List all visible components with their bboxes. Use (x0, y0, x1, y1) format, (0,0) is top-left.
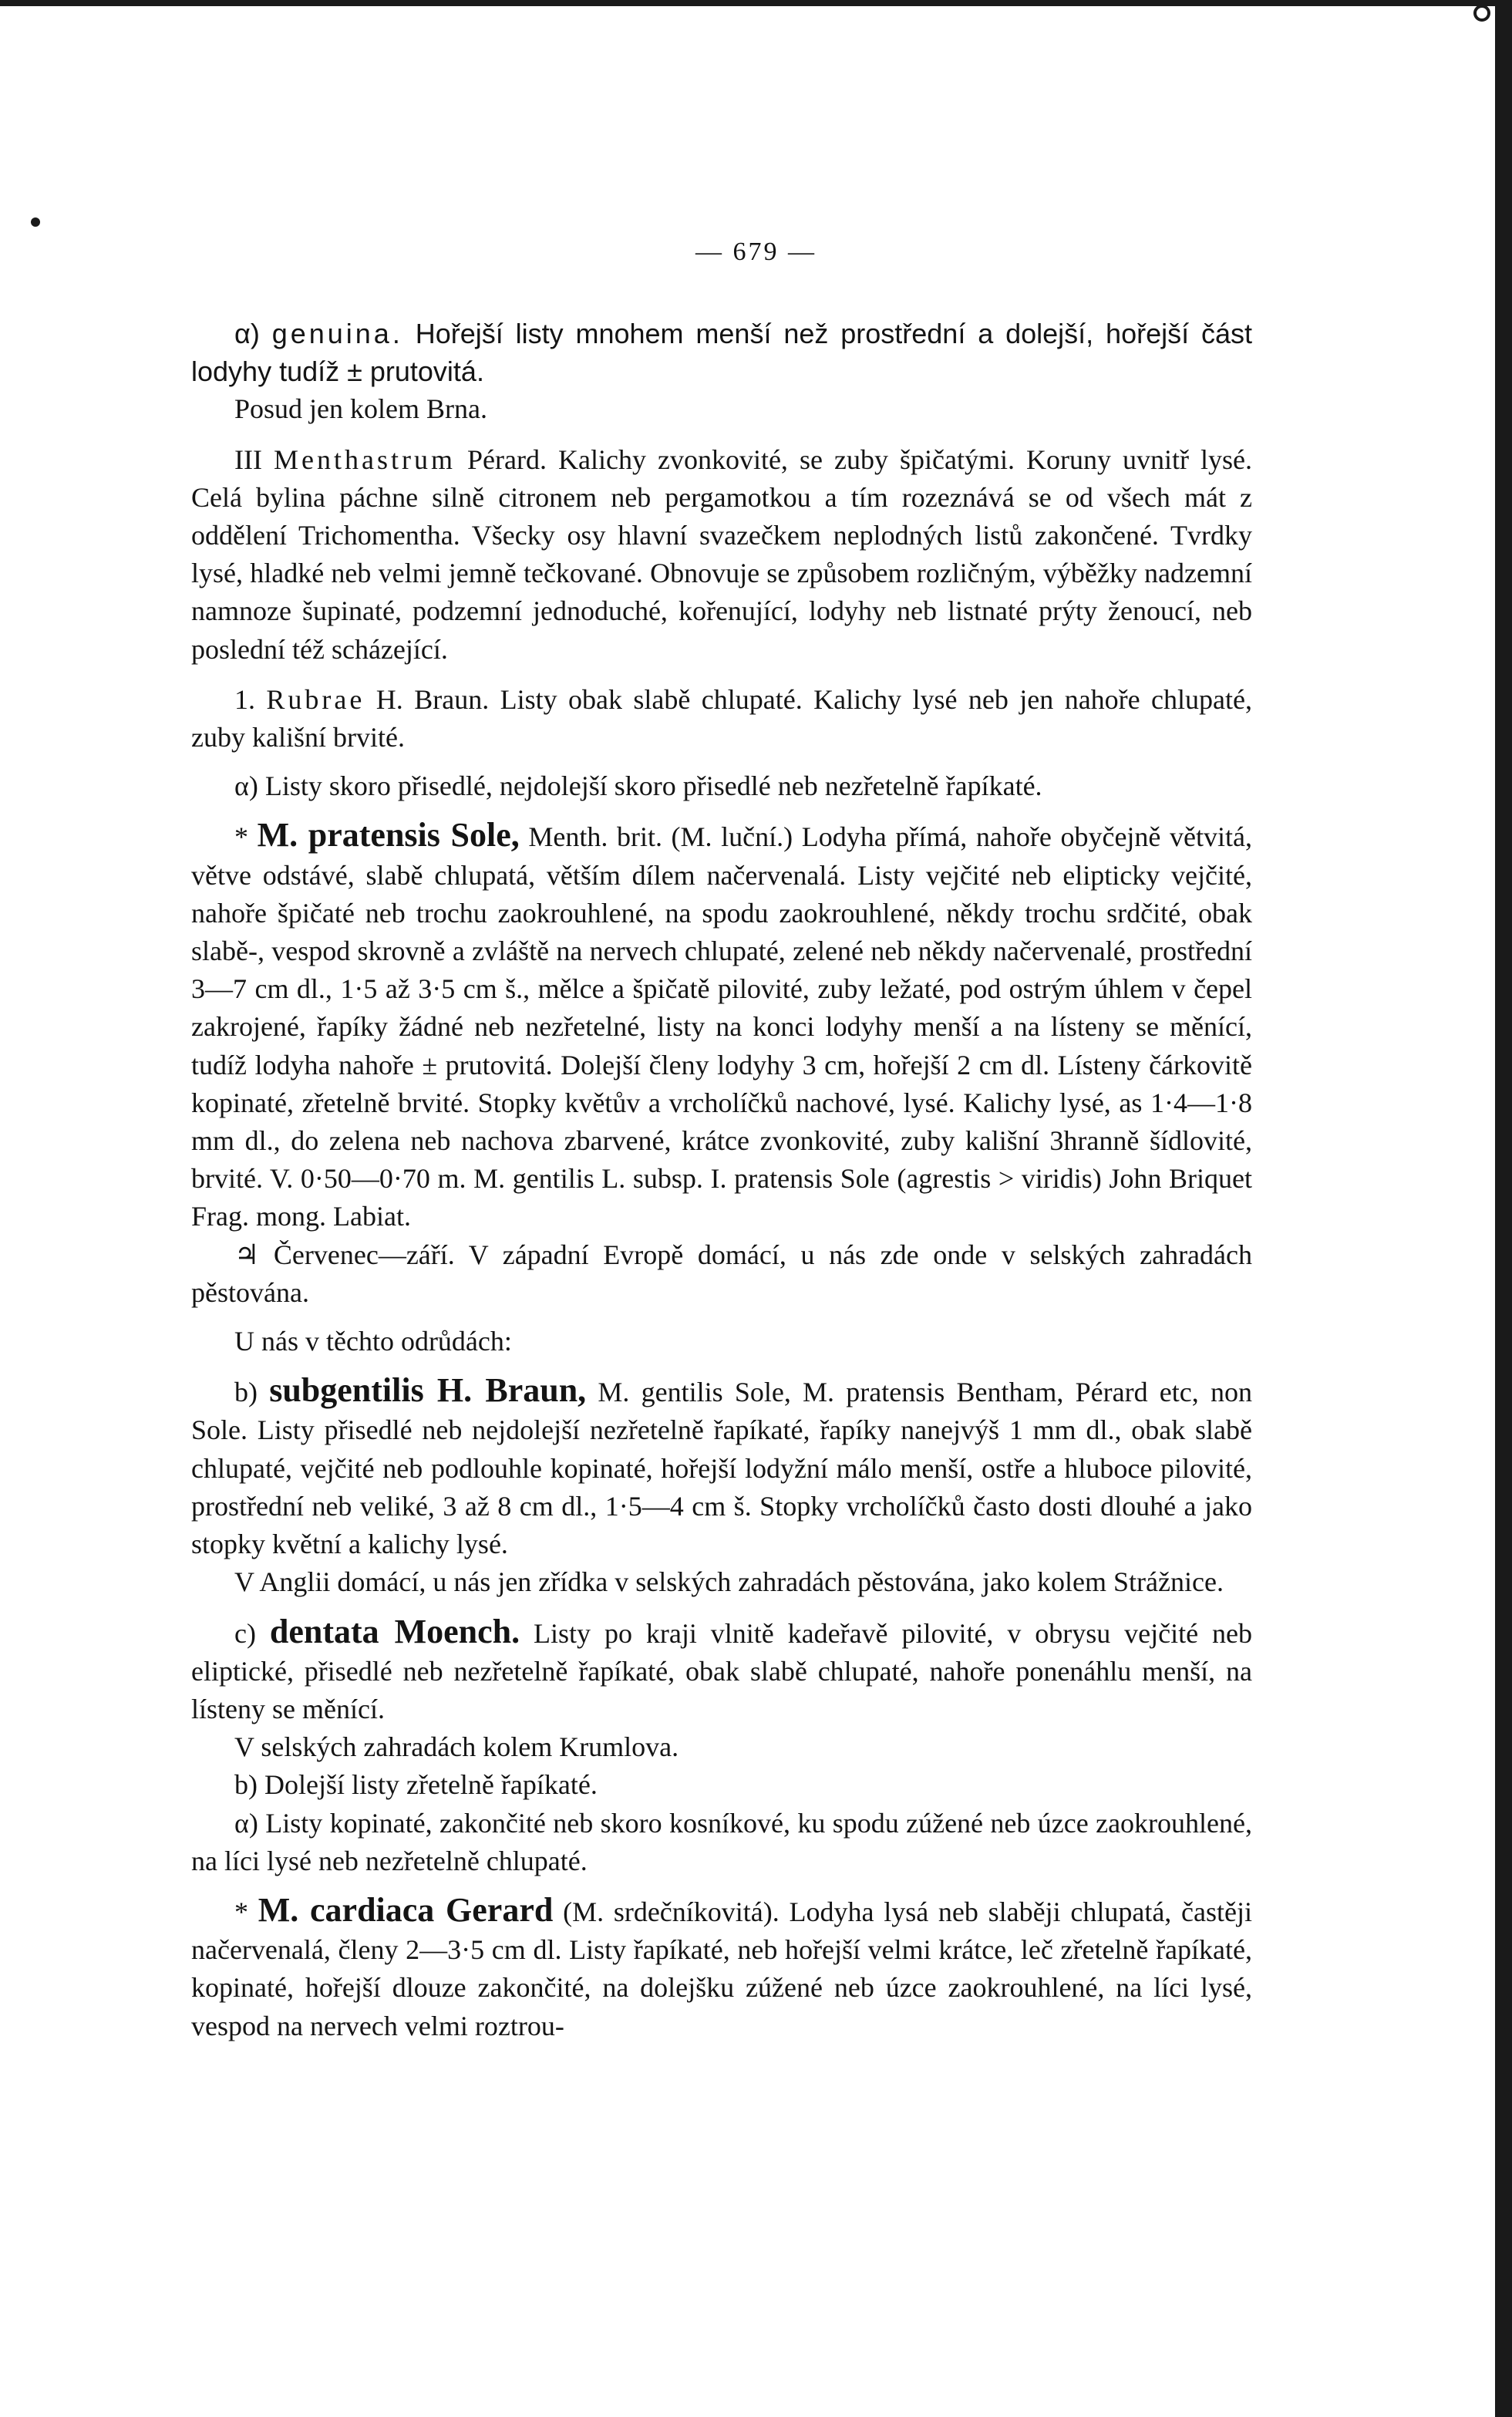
paragraph-text: Pérard. Kalichy zvonkovité, se zuby špičatými. Koruny uvnitř lysé. Celá bylina páchne silně citronem neb pergamotkou a tím rozeznává se od všech mát z oddělení Trichomentha. Všecky osy hlavní svazečkem neplodných listů zakončené. Tvrdky lysé, hladké neb velmi jemně tečkované. Obnovuje se způsobem rozličným, výběžky nadzemní namnoze šupinaté, podzemní jednoduché, kořenující, lodyhy neb listnaté prýty ženoucí, neb poslední též scházející. (191, 443, 1252, 665)
taxon-name: genuina. (271, 318, 403, 349)
section-name: Menthastrum (274, 443, 456, 475)
perennial-symbol: ♃ (234, 1239, 274, 1270)
paragraph-lead: * (234, 821, 258, 853)
paragraph-lead: α) (234, 770, 265, 802)
paragraph-text: Dolejší listy zřetelně řapíkaté. (264, 1769, 598, 1801)
scan-frame-right (1495, 0, 1512, 2417)
paragraph-lead: 1. (234, 683, 267, 715)
species-name: M. cardiaca Gerard (258, 1890, 554, 1929)
paragraph-lead: b) (234, 1377, 270, 1408)
paragraph-text: V Anglii domácí, u nás jen zřídka v selských zahradách pěstována, jako kolem Strážnice. (234, 1566, 1224, 1598)
paragraph-genuina (191, 315, 1252, 390)
paragraph-text: Červenec—září. V západní Evropě domácí, u nás zde onde v selských zahradách pěstována. (191, 1239, 1252, 1308)
paragraph-krumlov (191, 1728, 1252, 1766)
paragraph-dentata (191, 1613, 1252, 1729)
paragraph-text: H. Braun. Listy obak slabě chlupaté. Kalichy lysé neb jen nahoře chlupaté, zuby kališní brvité. (191, 683, 1252, 753)
paragraph-text: Listy po kraji vlnitě kadeřavě pilovité, v obrysu vejčité neb eliptické, přisedlé neb nezřetelně řapíkaté, obak slabě chlupaté, nahoře ponenáhlu menší, na lísteny se měnící. (191, 1617, 1253, 1724)
page-number: — 679 — (695, 238, 817, 266)
paragraph-key-b (191, 1766, 1252, 1804)
paragraph-lead: * (234, 1896, 258, 1927)
paragraph-flowering (191, 1236, 1252, 1312)
paragraph-text: Listy skoro přisedlé, nejdolejší skoro přisedlé neb nezřetelně řapíkaté. (264, 770, 1042, 802)
paragraph-rubrae (191, 681, 1252, 757)
paragraph-key-alpha-2 (191, 1805, 1252, 1880)
paragraph-text: (M. srdečníkovitá). Lodyha lysá neb slaběji chlupatá, častěji načervenalá, členy 2—3·5 cm dl. Listy řapíkaté, neb hořejší velmi krátce, leč zřetelně řapíkaté, kopinaté, hořejší dlouze zakončité, na dolejšku zúžené neb úzce zaokrouhlené, na líci lysé, vespod na nervech velmi roztrou- (191, 1896, 1253, 2041)
paragraph-text: Menth. brit. (M. luční.) Lodyha přímá, nahoře obyčejně větvitá, větve odstávé, slabě chlupatá, větším dílem načervenalá. Listy vejčité neb elipticky vejčité, nahoře špičaté neb trochu zaokrouhlené, na spodu zaokrouhlené, někdy trochu srdčité, obak slabě-, vespod skrovně a zvláště na nervech chlupaté, zelené neb někdy načervenalé, prostřední 3—7 cm dl., 1·5 až 3·5 cm š., mělce a špičatě pilovité, zuby ležaté, pod ostrým úhlem v čepel zakrojené, řapíky žádné neb nezřetelné, listy na konci lodyhy menší a na lísteny se měnící, tudíž lodyha nahoře ± prutovitá. Dolejší členy lodyhy 3 cm, hořejší 2 cm dl. Lísteny čárkovitě kopinaté, zřetelně brvité. Stopky květův a vrcholíčků nachové, lysé. Kalichy lysé, as 1·4—1·8 mm dl., do zelena neb nachova zbarvené, krátce zvonkovité, zuby kališní 3hranně šídlovité, brvité. V. 0·50—0·70 m. M. gentilis L. subsp. I. pratensis Sole (agrestis > viridis) John Briquet Frag. mong. Labiat. (191, 821, 1252, 1232)
paragraph-locality (191, 390, 1252, 428)
paragraph-text: M. gentilis Sole, M. pratensis Bentham, Pérard etc, non Sole. Listy přisedlé neb nejdolejší nezřetelně řapíkaté, řapíky nanejvýš 1 mm dl., obak slabě chlupaté, vejčité neb podlouhle kopinaté, hořejší lodyžní málo menší, ostře a hluboce pilovité, prostřední neb veliké, 3 až 8 cm dl., 1·5—4 cm š. Stopky vrcholíčků často dosti dlouhé a jako stopky květní a kalichy lysé. (191, 1377, 1252, 1560)
paragraph-lead: c) (234, 1617, 270, 1649)
group-name: Rubrae (266, 683, 365, 715)
page-body (191, 315, 1252, 2045)
paragraph-text: V selských zahradách kolem Krumlova. (234, 1731, 679, 1763)
variety-name: dentata Moench. (269, 1612, 520, 1650)
paragraph-lead: α) (234, 318, 272, 349)
paragraph-distribution (191, 1563, 1252, 1601)
paragraph-lead: α) (234, 1807, 266, 1839)
paragraph-text: Hořejší listy mnohem menší než prostřední a dolejší, hořejší část lodyhy tudíž ± prutovitá. (191, 318, 1252, 388)
paragraph-key-alpha (191, 767, 1252, 805)
variety-name: subgentilis H. Braun, (269, 1371, 587, 1410)
paragraph-mentha-pratensis (191, 816, 1252, 1235)
species-name: M. pratensis Sole, (257, 816, 520, 855)
scan-ink-spot (31, 217, 40, 227)
paragraph-mentha-cardiaca (191, 1891, 1252, 2045)
paragraph-lead: III (234, 443, 274, 475)
paragraph-text: Posud jen kolem Brna. (234, 393, 487, 425)
paragraph-menthastrum (191, 441, 1252, 669)
scan-frame-top (0, 0, 1512, 6)
paragraph-varieties-intro (191, 1323, 1252, 1360)
paragraph-text: U nás v těchto odrůdách: (234, 1326, 512, 1357)
paragraph-text: Listy kopinaté, zakončité neb skoro kosníkové, ku spodu zúžené neb úzce zaokrouhlené, na líci lysé neb nezřetelně chlupaté. (191, 1807, 1252, 1876)
scan-ring-mark (1473, 5, 1490, 22)
paragraph-subgentilis (191, 1371, 1252, 1563)
paragraph-lead: b) (234, 1769, 264, 1801)
